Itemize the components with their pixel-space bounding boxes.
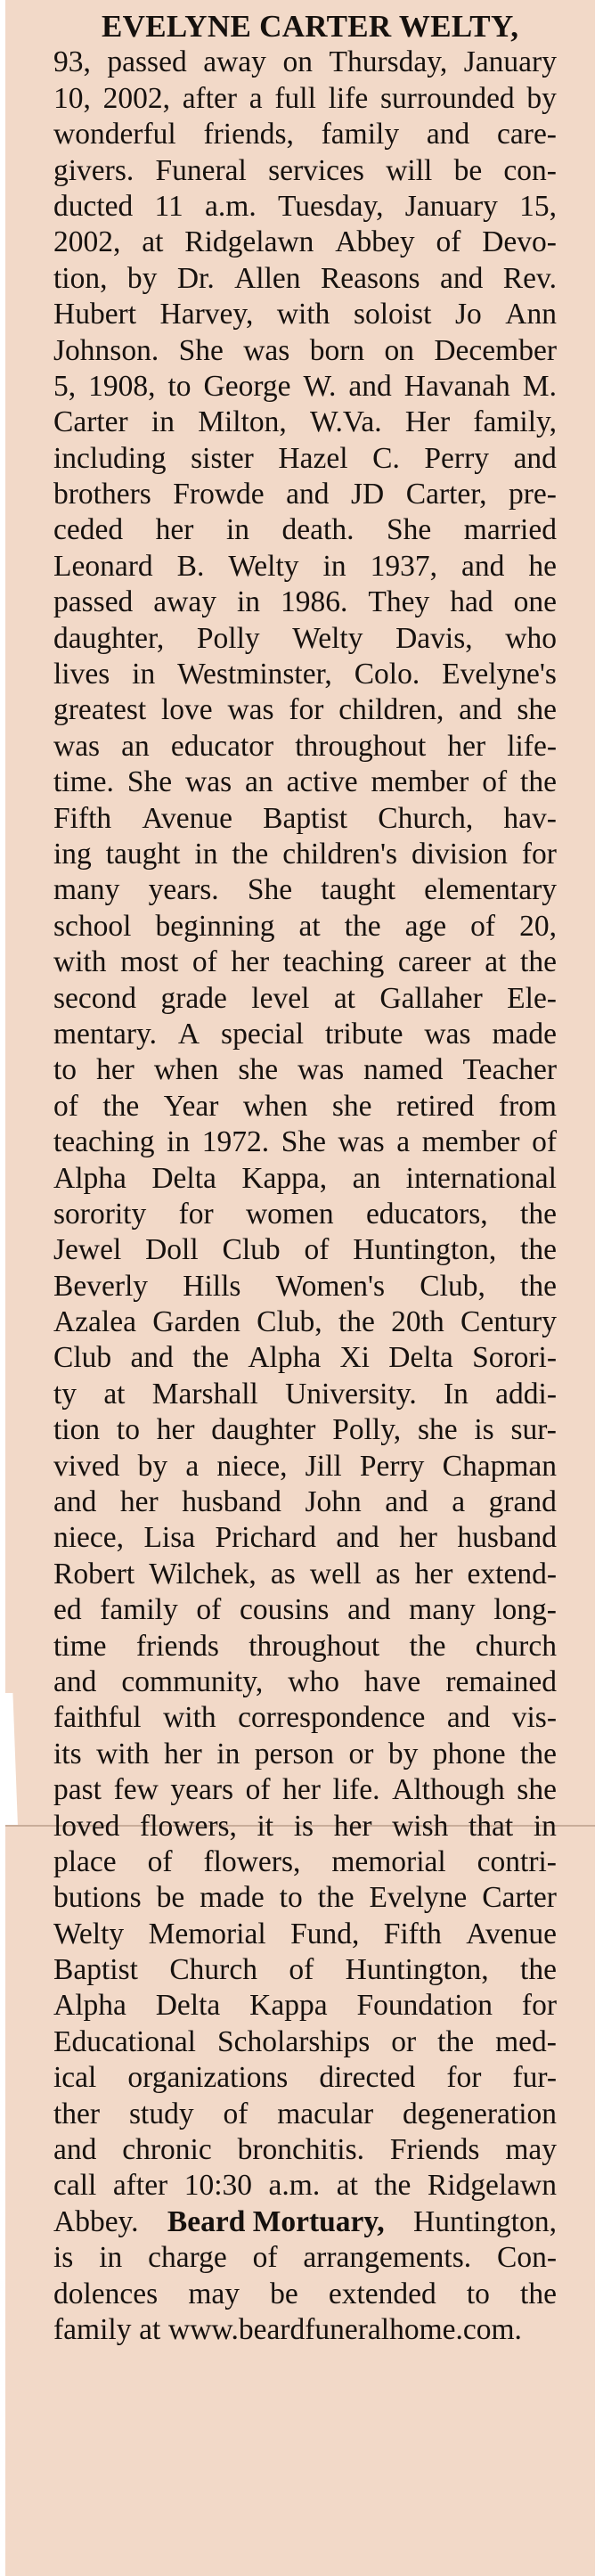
text-line: passed away in 1986. They had one <box>53 585 557 619</box>
text-line: Leonard B. Welty in 1937, and he <box>53 549 557 583</box>
text-line: faithful with correspondence and vis- <box>53 1701 557 1735</box>
text-line: time. She was an active member of the <box>53 765 557 799</box>
text-line: tion to her daughter Polly, she is sur- <box>53 1413 557 1447</box>
text-line: ty at Marshall University. In addi- <box>53 1377 557 1411</box>
text-line: Educational Scholarships or the med- <box>53 2024 557 2058</box>
text-line: and her husband John and a grand <box>53 1485 557 1519</box>
text-line: mentary. A special tribute was made <box>53 1017 557 1051</box>
text-line: 93, passed away on Thursday, January <box>53 45 557 79</box>
text-line: ducted 11 a.m. Tuesday, January 15, <box>53 189 557 223</box>
text-line: with most of her teaching career at the <box>53 945 557 979</box>
text-line: its with her in person or by phone the <box>53 1737 557 1770</box>
text-line: of the Year when she retired from <box>53 1089 557 1123</box>
text-line: greatest love was for children, and she <box>53 693 557 727</box>
text-line: wonderful friends, family and care- <box>53 118 557 151</box>
text-line: lives in Westminster, Colo. Evelyne's <box>53 658 557 691</box>
text-line: was an educator throughout her life- <box>53 729 557 763</box>
text-line: including sister Hazel C. Perry and <box>53 441 557 475</box>
text-line: family at www.beardfuneralhome.com. <box>53 2313 522 2346</box>
text-line: sorority for women educators, the <box>53 1197 557 1231</box>
text-line: ceded her in death. She married <box>53 513 557 547</box>
text-line: ther study of macular degeneration <box>53 2097 557 2130</box>
text-line: ed family of cousins and many long- <box>53 1593 557 1627</box>
text-line: place of flowers, memorial contri- <box>53 1844 557 1878</box>
text-line: Carter in Milton, W.Va. Her family, <box>53 405 557 439</box>
text-line: to her when she was named Teacher <box>53 1053 557 1087</box>
text-line: brothers Frowde and JD Carter, pre- <box>53 478 557 511</box>
text-line: past few years of her life. Although she <box>53 1773 557 1807</box>
obituary-heading-line <box>53 9 557 45</box>
text-line: Hubert Harvey, with soloist Jo Ann <box>53 298 557 331</box>
mortuary-line <box>53 2204 557 2240</box>
text-line: second grade level at Gallaher Ele- <box>53 981 557 1015</box>
text-line: loved flowers, it is her wish that in <box>53 1809 557 1843</box>
mortuary-name: Beard Mortuary, <box>167 2204 385 2238</box>
text-line: Club and the Alpha Xi Delta Sorori- <box>53 1341 557 1375</box>
text-line: ical organizations directed for fur- <box>53 2061 557 2095</box>
text-line: butions be made to the Evelyne Carter <box>53 1881 557 1915</box>
text-line: vived by a niece, Jill Perry Chapman <box>53 1449 557 1483</box>
text-line: Azalea Garden Club, the 20th Century <box>53 1305 557 1339</box>
text-line: time friends throughout the church <box>53 1629 557 1663</box>
obituary-column <box>53 9 557 2348</box>
text-line: niece, Lisa Prichard and her husband <box>53 1521 557 1555</box>
text-line: 10, 2002, after a full life surrounded by <box>53 81 557 115</box>
text-line: 5, 1908, to George W. and Havanah M. <box>53 369 557 403</box>
text-line: Johnson. She was born on December <box>53 333 557 367</box>
text-line: many years. She taught elementary <box>53 873 557 907</box>
text-line: Jewel Doll Club of Huntington, the <box>53 1233 557 1267</box>
text-line: Alpha Delta Kappa, an international <box>53 1161 557 1195</box>
text-line: Fifth Avenue Baptist Church, hav- <box>53 801 557 835</box>
text-line: 2002, at Ridgelawn Abbey of Devo- <box>53 225 557 259</box>
deceased-name: EVELYNE CARTER WELTY, <box>102 9 519 44</box>
text-line: tion, by Dr. Allen Reasons and Rev. <box>53 261 557 295</box>
text-line: ing taught in the children's division for <box>53 837 557 871</box>
text-line: teaching in 1972. She was a member of <box>53 1125 557 1159</box>
obituary-closing <box>53 2240 557 2348</box>
text-line: is in charge of arrangements. Con- <box>53 2241 557 2275</box>
text-line: and chronic bronchitis. Friends may <box>53 2133 557 2167</box>
text-line: Welty Memorial Fund, Fifth Avenue <box>53 1917 557 1950</box>
newspaper-clipping <box>5 0 595 2576</box>
text-line: Baptist Church of Huntington, the <box>53 1953 557 1987</box>
text-line: call after 10:30 a.m. at the Ridgelawn <box>53 2169 557 2203</box>
text-line: givers. Funeral services will be con- <box>53 153 557 187</box>
text-line: Robert Wilchek, as well as her extend- <box>53 1557 557 1591</box>
mortuary-line-after: Huntington, <box>413 2204 557 2238</box>
text-line: daughter, Polly Welty Davis, who <box>53 621 557 655</box>
mortuary-line-before: Abbey. <box>53 2204 139 2238</box>
obituary-body <box>53 45 557 2204</box>
torn-edge <box>5 1693 18 1827</box>
text-line: school beginning at the age of 20, <box>53 909 557 943</box>
text-line: dolences may be extended to the <box>53 2277 557 2310</box>
text-line: Beverly Hills Women's Club, the <box>53 1269 557 1303</box>
text-line: and community, who have remained <box>53 1664 557 1698</box>
text-line: Alpha Delta Kappa Foundation for <box>53 1989 557 2023</box>
